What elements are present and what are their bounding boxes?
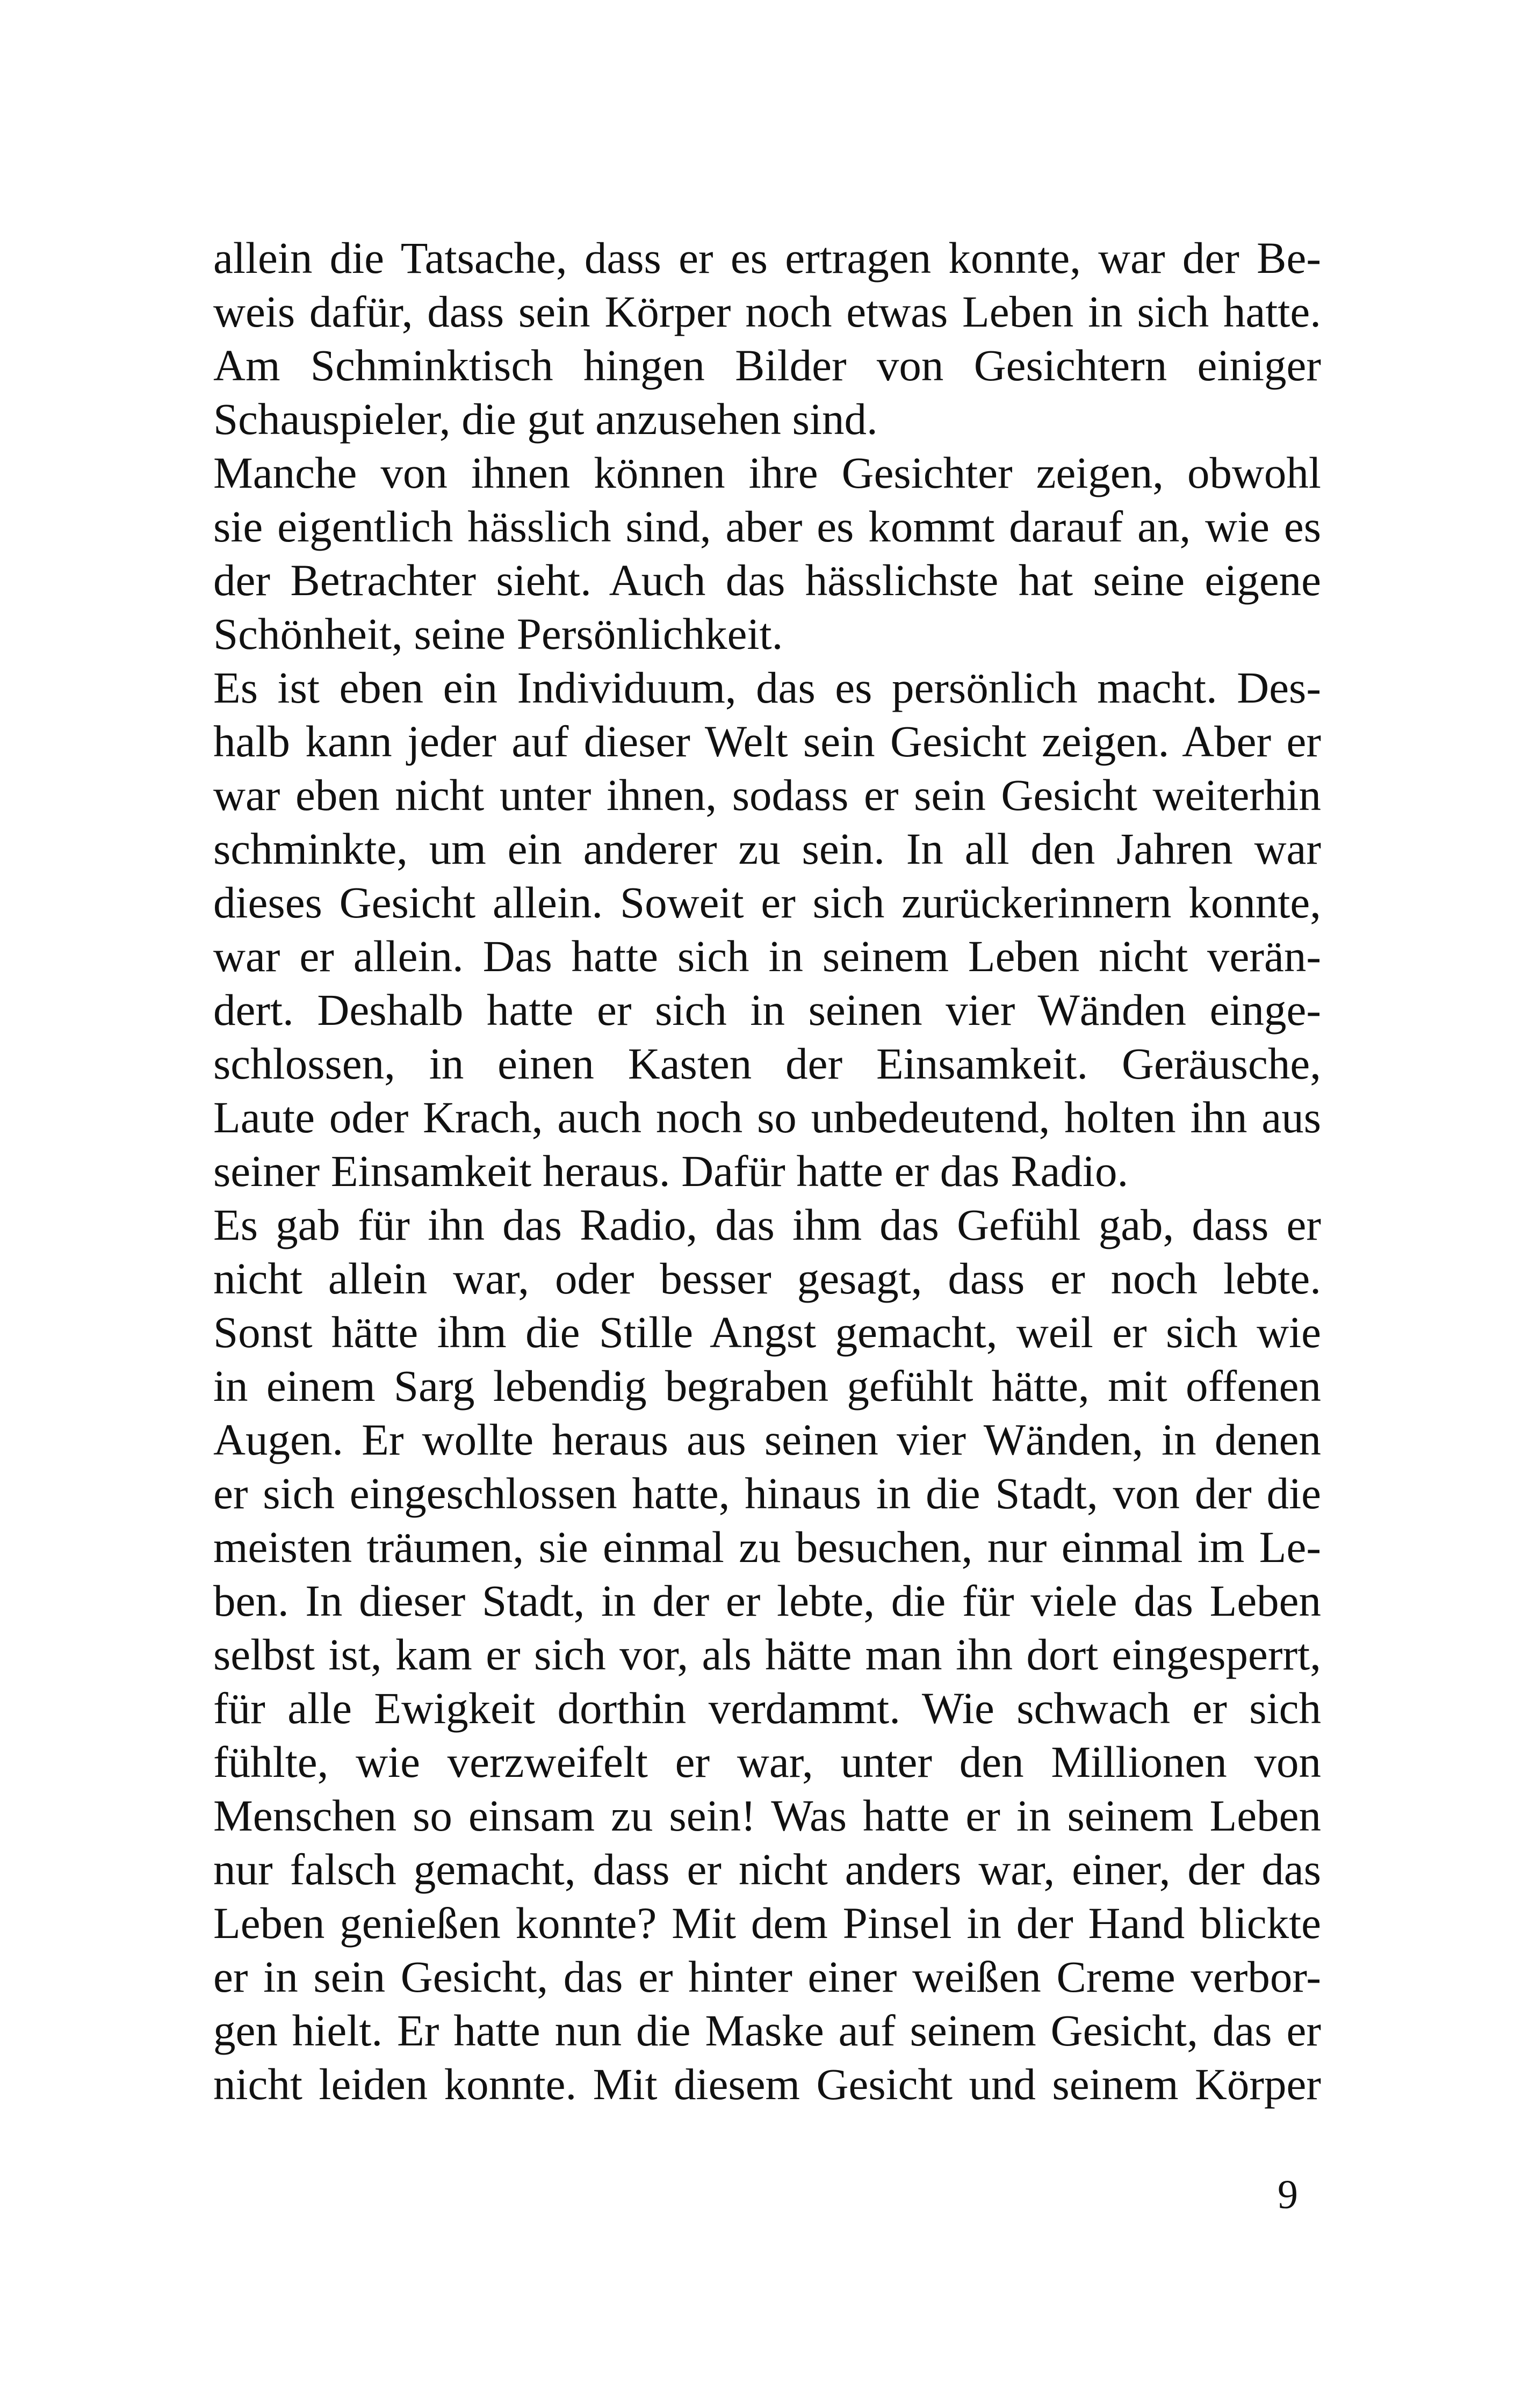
text-line: Augen. Er wollte heraus aus seinen vier Wänden, in denen <box>213 1415 1321 1464</box>
text-line: Sonst hätte ihm die Stille Angst gemacht, weil er sich wie <box>213 1307 1321 1357</box>
text-line: Menschen so einsam zu sein! Was hatte er in seinem Leben <box>213 1791 1321 1840</box>
text-line: in einem Sarg lebendig begraben gefühlt hätte, mit offenen <box>213 1361 1321 1411</box>
page-number: 9 <box>1278 2172 1298 2217</box>
text-line: fühlte, wie verzweifelt er war, unter den Millionen von <box>213 1737 1321 1787</box>
text-line: Es ist eben ein Individuum, das es persönlich macht. Des- <box>213 663 1321 712</box>
text-line: dieses Gesicht allein. Soweit er sich zurückerinnern konnte, <box>213 878 1321 927</box>
text-line: für alle Ewigkeit dorthin verdammt. Wie schwach er sich <box>213 1683 1321 1733</box>
text-line: nur falsch gemacht, dass er nicht anders war, einer, der das <box>213 1845 1321 1894</box>
text-line: schlossen, in einen Kasten der Einsamkeit. Geräusche, <box>213 1039 1321 1088</box>
text-line: dert. Deshalb hatte er sich in seinen vier Wänden einge- <box>213 985 1321 1035</box>
text-line: Leben genießen konnte? Mit dem Pinsel in der Hand blickte <box>213 1898 1321 1948</box>
text-line: seiner Einsamkeit heraus. Dafür hatte er das Radio. <box>213 1146 1129 1196</box>
text-line: meisten träumen, sie einmal zu besuchen, nur einmal im Le- <box>213 1522 1321 1572</box>
text-line: nicht leiden konnte. Mit diesem Gesicht und seinem Körper <box>213 2059 1321 2109</box>
text-line: Es gab für ihn das Radio, das ihm das Gefühl gab, dass er <box>213 1200 1321 1249</box>
text-line: der Betrachter sieht. Auch das hässlichste hat seine eigene <box>213 555 1321 605</box>
text-line: war eben nicht unter ihnen, sodass er sein Gesicht weiterhin <box>213 770 1321 820</box>
text-line: gen hielt. Er hatte nun die Maske auf seinem Gesicht, das er <box>213 2006 1321 2055</box>
text-line: sie eigentlich hässlich sind, aber es kommt darauf an, wie es <box>213 502 1321 551</box>
text-line: Schauspieler, die gut anzusehen sind. <box>213 394 878 444</box>
text-line: schminkte, um ein anderer zu sein. In all den Jahren war <box>213 824 1321 873</box>
text-line: Laute oder Krach, auch noch so unbedeutend, holten ihn aus <box>213 1093 1321 1142</box>
text-line: ben. In dieser Stadt, in der er lebte, die für viele das Leben <box>213 1576 1321 1625</box>
text-line: weis dafür, dass sein Körper noch etwas Leben in sich hatte. <box>213 287 1321 336</box>
text-line: er in sein Gesicht, das er hinter einer weißen Creme verbor- <box>213 1952 1321 2001</box>
text-line: Am Schminktisch hingen Bilder von Gesichtern einiger <box>213 341 1321 390</box>
text-line: selbst ist, kam er sich vor, als hätte man ihn dort eingesperrt, <box>213 1630 1321 1679</box>
text-line: allein die Tatsache, dass er es ertragen konnte, war der Be- <box>213 233 1321 283</box>
text-line: Manche von ihnen können ihre Gesichter zeigen, obwohl <box>213 448 1321 497</box>
text-line: er sich eingeschlossen hatte, hinaus in die Stadt, von der die <box>213 1469 1321 1518</box>
text-line: halb kann jeder auf dieser Welt sein Gesicht zeigen. Aber er <box>213 717 1321 766</box>
body-text <box>213 231 1321 2111</box>
text-line: war er allein. Das hatte sich in seinem Leben nicht verän- <box>213 931 1321 981</box>
text-line: Schönheit, seine Persönlichkeit. <box>213 609 783 659</box>
text-line: nicht allein war, oder besser gesagt, dass er noch lebte. <box>213 1254 1321 1303</box>
